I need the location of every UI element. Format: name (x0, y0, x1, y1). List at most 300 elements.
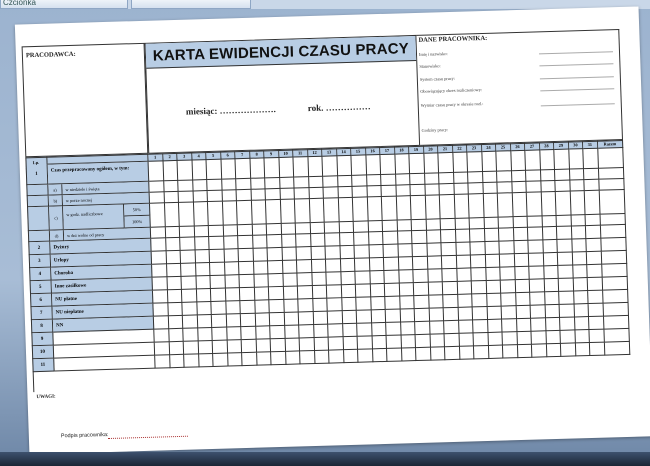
row-number (28, 231, 50, 243)
day-cell (369, 258, 384, 271)
day-cell (459, 320, 474, 333)
day-cell (207, 180, 222, 191)
day-cell (164, 181, 179, 192)
day-cell (252, 224, 267, 235)
day-cell (532, 344, 547, 357)
day-cell (239, 262, 254, 275)
day-cell (149, 161, 164, 181)
day-cell (351, 155, 366, 175)
day-cell (502, 306, 517, 319)
day-cell (352, 175, 367, 186)
row-sub-letter: a) (48, 184, 62, 195)
day-cell (184, 341, 199, 354)
employee-data-box (416, 29, 623, 146)
day-cell (268, 261, 283, 274)
day-cell (454, 172, 469, 183)
day-cell (438, 153, 453, 173)
day-cell (512, 171, 527, 182)
day-cell (573, 278, 588, 291)
day-cell (213, 354, 228, 367)
day-cell (557, 240, 572, 253)
day-cell (513, 217, 528, 228)
day-cell (297, 247, 312, 260)
day-cell (325, 233, 340, 246)
day-cell (515, 267, 530, 280)
day-cell (387, 348, 402, 361)
day-cell (178, 180, 193, 191)
day-cell (155, 342, 170, 355)
day-cell (255, 300, 270, 313)
day-header: 15 (351, 147, 366, 155)
day-cell (525, 150, 540, 170)
day-cell (166, 238, 181, 251)
day-cell (443, 282, 458, 295)
day-cell (382, 197, 397, 221)
day-cell (499, 228, 514, 241)
day-cell (212, 315, 227, 328)
day-cell (527, 192, 542, 216)
day-cell (309, 199, 324, 223)
day-cell (192, 160, 207, 180)
day-cell (164, 192, 179, 203)
day-cell (236, 159, 251, 179)
day-cell (354, 232, 369, 245)
taskbar (0, 452, 650, 466)
day-cell (226, 301, 241, 314)
day-header: 17 (380, 147, 395, 155)
day-cell (286, 351, 301, 364)
day-cell (369, 245, 384, 258)
day-cell (241, 314, 256, 327)
day-cell (398, 244, 413, 257)
day-cell (254, 287, 269, 300)
day-cell (514, 241, 529, 254)
day-cell (210, 250, 225, 263)
day-cell (485, 255, 500, 268)
total-cell (600, 225, 626, 239)
day-cell (488, 333, 503, 346)
day-cell (267, 235, 282, 248)
day-cell (484, 229, 499, 242)
day-cell (256, 339, 271, 352)
row-label: NN (53, 317, 154, 333)
day-cell (503, 345, 518, 358)
day-cell (239, 249, 254, 262)
day-cell (324, 198, 339, 222)
day-cell (502, 319, 517, 332)
day-cell (164, 203, 179, 227)
day-header: 22 (453, 145, 468, 153)
day-cell (279, 158, 294, 178)
day-cell (343, 324, 358, 337)
row-number: 7 (30, 307, 52, 321)
day-cell (487, 307, 502, 320)
day-cell (457, 281, 472, 294)
day-cell (355, 271, 370, 284)
day-cell (556, 192, 571, 216)
day-cell (472, 281, 487, 294)
day-cell (212, 328, 227, 341)
day-cell (222, 201, 237, 225)
day-cell (445, 334, 460, 347)
day-cell (314, 325, 329, 338)
day-cell (445, 347, 460, 360)
field-line (540, 88, 614, 91)
day-cell (238, 225, 253, 236)
day-cell (168, 316, 183, 329)
day-cell (154, 316, 169, 329)
day-cell (253, 248, 268, 261)
day-cell (368, 221, 383, 232)
year-field: rok. …………… (307, 101, 371, 114)
day-cell (488, 346, 503, 359)
day-cell (280, 178, 295, 189)
day-cell (342, 311, 357, 324)
day-cell (410, 174, 425, 185)
day-cell (300, 338, 315, 351)
day-cell (149, 181, 164, 192)
day-cell (588, 291, 603, 304)
field-line (539, 63, 613, 66)
employer-label: PRACODAWCA: (25, 50, 76, 60)
day-cell (544, 279, 559, 292)
total-cell (604, 342, 630, 356)
day-cell (311, 234, 326, 247)
day-cell (237, 201, 252, 225)
day-cell (371, 310, 386, 323)
day-header: 3 (177, 152, 192, 160)
day-cell (428, 282, 443, 295)
day-cell (357, 323, 372, 336)
day-cell (542, 227, 557, 240)
day-cell (256, 326, 271, 339)
day-cell (338, 198, 353, 222)
remarks-label: UWAGI: (36, 394, 56, 401)
day-cell (470, 218, 485, 229)
field-line (539, 51, 613, 54)
day-cell (575, 330, 590, 343)
day-cell (528, 216, 543, 227)
day-cell (497, 182, 512, 193)
day-cell (427, 256, 442, 269)
day-cell (454, 194, 469, 218)
day-cell (384, 271, 399, 284)
day-cell (483, 194, 498, 218)
day-cell (154, 329, 169, 342)
day-header: 29 (554, 142, 569, 150)
day-cell (297, 260, 312, 273)
day-cell (528, 240, 543, 253)
day-cell (546, 344, 561, 357)
row-number: 8 (31, 320, 53, 334)
day-cell (182, 302, 197, 315)
day-header: 25 (496, 143, 511, 151)
day-cell (526, 181, 541, 192)
day-cell (356, 284, 371, 297)
day-cell (213, 341, 228, 354)
day-cell (329, 350, 344, 363)
row-number (27, 196, 49, 208)
day-cell (456, 242, 471, 255)
day-header: 11 (293, 149, 308, 157)
day-cell (179, 202, 194, 226)
day-cell (469, 194, 484, 218)
day-cell (380, 155, 395, 175)
day-cell (441, 219, 456, 230)
day-cell (587, 252, 602, 265)
lp-header: Lp. (25, 157, 47, 170)
row-number: 10 (32, 346, 54, 360)
employee-field-name: Imię i nazwisko: (418, 51, 448, 57)
day-cell (385, 297, 400, 310)
day-cell (488, 320, 503, 333)
day-cell (400, 309, 415, 322)
day-cell (412, 244, 427, 257)
day-cell (183, 328, 198, 341)
day-cell (221, 159, 236, 179)
day-cell (282, 260, 297, 273)
day-cell (240, 301, 255, 314)
day-cell (570, 191, 585, 215)
day-cell (312, 273, 327, 286)
day-cell (198, 341, 213, 354)
day-cell (458, 307, 473, 320)
day-cell (541, 192, 556, 216)
day-cell (560, 304, 575, 317)
day-cell (153, 303, 168, 316)
day-cell (484, 218, 499, 229)
day-cell (511, 151, 526, 171)
day-cell (372, 323, 387, 336)
day-cell (429, 295, 444, 308)
day-cell (424, 153, 439, 173)
day-cell (561, 343, 576, 356)
day-cell (299, 312, 314, 325)
day-cell (367, 175, 382, 186)
day-cell (153, 277, 168, 290)
day-cell (589, 330, 604, 343)
day-cell (383, 232, 398, 245)
day-cell (517, 319, 532, 332)
day-cell (585, 191, 600, 215)
day-cell (427, 243, 442, 256)
day-cell (222, 190, 237, 201)
employee-field-position: Stanowisko: (419, 63, 441, 69)
day-cell (322, 156, 337, 176)
day-header: 16 (366, 147, 381, 155)
day-cell (396, 185, 411, 196)
day-header: 1 (148, 153, 163, 161)
day-cell (428, 269, 443, 282)
day-cell (296, 223, 311, 234)
day-cell (574, 291, 589, 304)
day-cell (167, 290, 182, 303)
day-header: 27 (525, 142, 540, 150)
day-cell (298, 299, 313, 312)
employer-box (22, 43, 149, 158)
day-cell (543, 253, 558, 266)
day-cell (251, 189, 266, 200)
overtime-100: 100% (124, 216, 150, 229)
day-cell (340, 246, 355, 259)
day-cell (413, 270, 428, 283)
day-cell (150, 192, 165, 203)
total-cell (598, 168, 624, 180)
day-cell (496, 151, 511, 171)
day-cell (440, 195, 455, 219)
day-cell (326, 246, 341, 259)
day-cell (254, 274, 269, 287)
day-cell (239, 275, 254, 288)
day-cell (293, 157, 308, 177)
day-header: 31 (583, 141, 598, 149)
day-cell (560, 317, 575, 330)
day-cell (169, 342, 184, 355)
day-cell (193, 202, 208, 226)
day-cell (257, 352, 272, 365)
day-cell (268, 274, 283, 287)
day-cell (242, 340, 257, 353)
day-cell (228, 353, 243, 366)
day-cell (225, 288, 240, 301)
day-cell (373, 349, 388, 362)
row-number (27, 207, 50, 232)
day-cell (501, 280, 516, 293)
day-cell (282, 235, 297, 248)
day-cell (312, 286, 327, 299)
day-cell (196, 289, 211, 302)
title-box (145, 35, 421, 154)
day-cell (342, 298, 357, 311)
day-cell (207, 160, 222, 180)
day-cell (516, 306, 531, 319)
total-cell (599, 190, 625, 215)
day-header: 7 (235, 151, 250, 159)
day-cell (427, 230, 442, 243)
day-cell (541, 181, 556, 192)
day-cell (253, 261, 268, 274)
day-cell (473, 307, 488, 320)
row-label: Czas przepracowany ogółem, w tym: (48, 162, 150, 185)
day-cell (169, 329, 184, 342)
day-cell (237, 190, 252, 201)
day-cell (574, 304, 589, 317)
day-cell (370, 271, 385, 284)
day-cell (366, 155, 381, 175)
day-cell (499, 241, 514, 254)
day-cell (573, 265, 588, 278)
day-cell (531, 305, 546, 318)
day-cell (266, 200, 281, 224)
day-cell (308, 157, 323, 177)
day-cell (442, 269, 457, 282)
day-cell (298, 286, 313, 299)
day-cell (271, 339, 286, 352)
day-cell (196, 276, 211, 289)
day-cell (455, 218, 470, 229)
day-cell (198, 328, 213, 341)
day-cell (500, 267, 515, 280)
day-cell (311, 247, 326, 260)
day-cell (545, 305, 560, 318)
row-number: 2 (28, 242, 50, 256)
day-cell (386, 310, 401, 323)
day-cell (251, 178, 266, 189)
day-cell (225, 275, 240, 288)
day-cell (210, 263, 225, 276)
day-cell (267, 224, 282, 235)
day-cell (325, 222, 340, 233)
total-cell (601, 251, 627, 265)
day-cell (555, 181, 570, 192)
day-cell (383, 221, 398, 232)
day-cell (471, 255, 486, 268)
day-cell (497, 171, 512, 182)
day-cell (471, 268, 486, 281)
day-cell (266, 189, 281, 200)
day-cell (530, 279, 545, 292)
employee-field-time-system: System czasu pracy: (419, 75, 456, 82)
day-cell (197, 315, 212, 328)
day-header: 18 (395, 146, 410, 154)
day-cell (443, 295, 458, 308)
day-cell (425, 195, 440, 219)
day-header: 10 (279, 150, 294, 158)
day-cell (456, 255, 471, 268)
day-cell (396, 174, 411, 185)
day-cell (209, 226, 224, 237)
day-cell (500, 254, 515, 267)
day-cell (544, 266, 559, 279)
day-cell (356, 297, 371, 310)
day-cell (558, 265, 573, 278)
row-label: w dni wolne od pracy (64, 228, 151, 242)
day-cell (572, 252, 587, 265)
day-cell (367, 197, 382, 221)
day-cell (414, 296, 429, 309)
day-cell (572, 239, 587, 252)
day-cell (441, 230, 456, 243)
day-cell (415, 322, 430, 335)
row-label: Choroba (51, 265, 152, 281)
day-cell (352, 186, 367, 197)
day-cell (355, 258, 370, 271)
day-cell (531, 318, 546, 331)
day-cell (575, 343, 590, 356)
day-cell (486, 281, 501, 294)
day-cell (559, 291, 574, 304)
day-cell (227, 327, 242, 340)
row-label: w godz. nadliczbowe (63, 204, 125, 230)
row-sub-letter: c) (49, 206, 64, 230)
day-cell (196, 263, 211, 276)
day-cell (181, 276, 196, 289)
day-cell (181, 250, 196, 263)
day-cell (324, 187, 339, 198)
day-cell (590, 343, 605, 356)
day-cell (487, 294, 502, 307)
day-cell (540, 150, 555, 170)
timesheet-grid (25, 140, 631, 392)
total-cell (598, 148, 624, 169)
day-cell (517, 345, 532, 358)
day-cell (468, 183, 483, 194)
day-cell (411, 196, 426, 220)
total-header: Razem (598, 140, 624, 149)
row-label: Inne zasiłkowe (52, 278, 153, 294)
day-header: 30 (569, 141, 584, 149)
day-cell (474, 333, 489, 346)
